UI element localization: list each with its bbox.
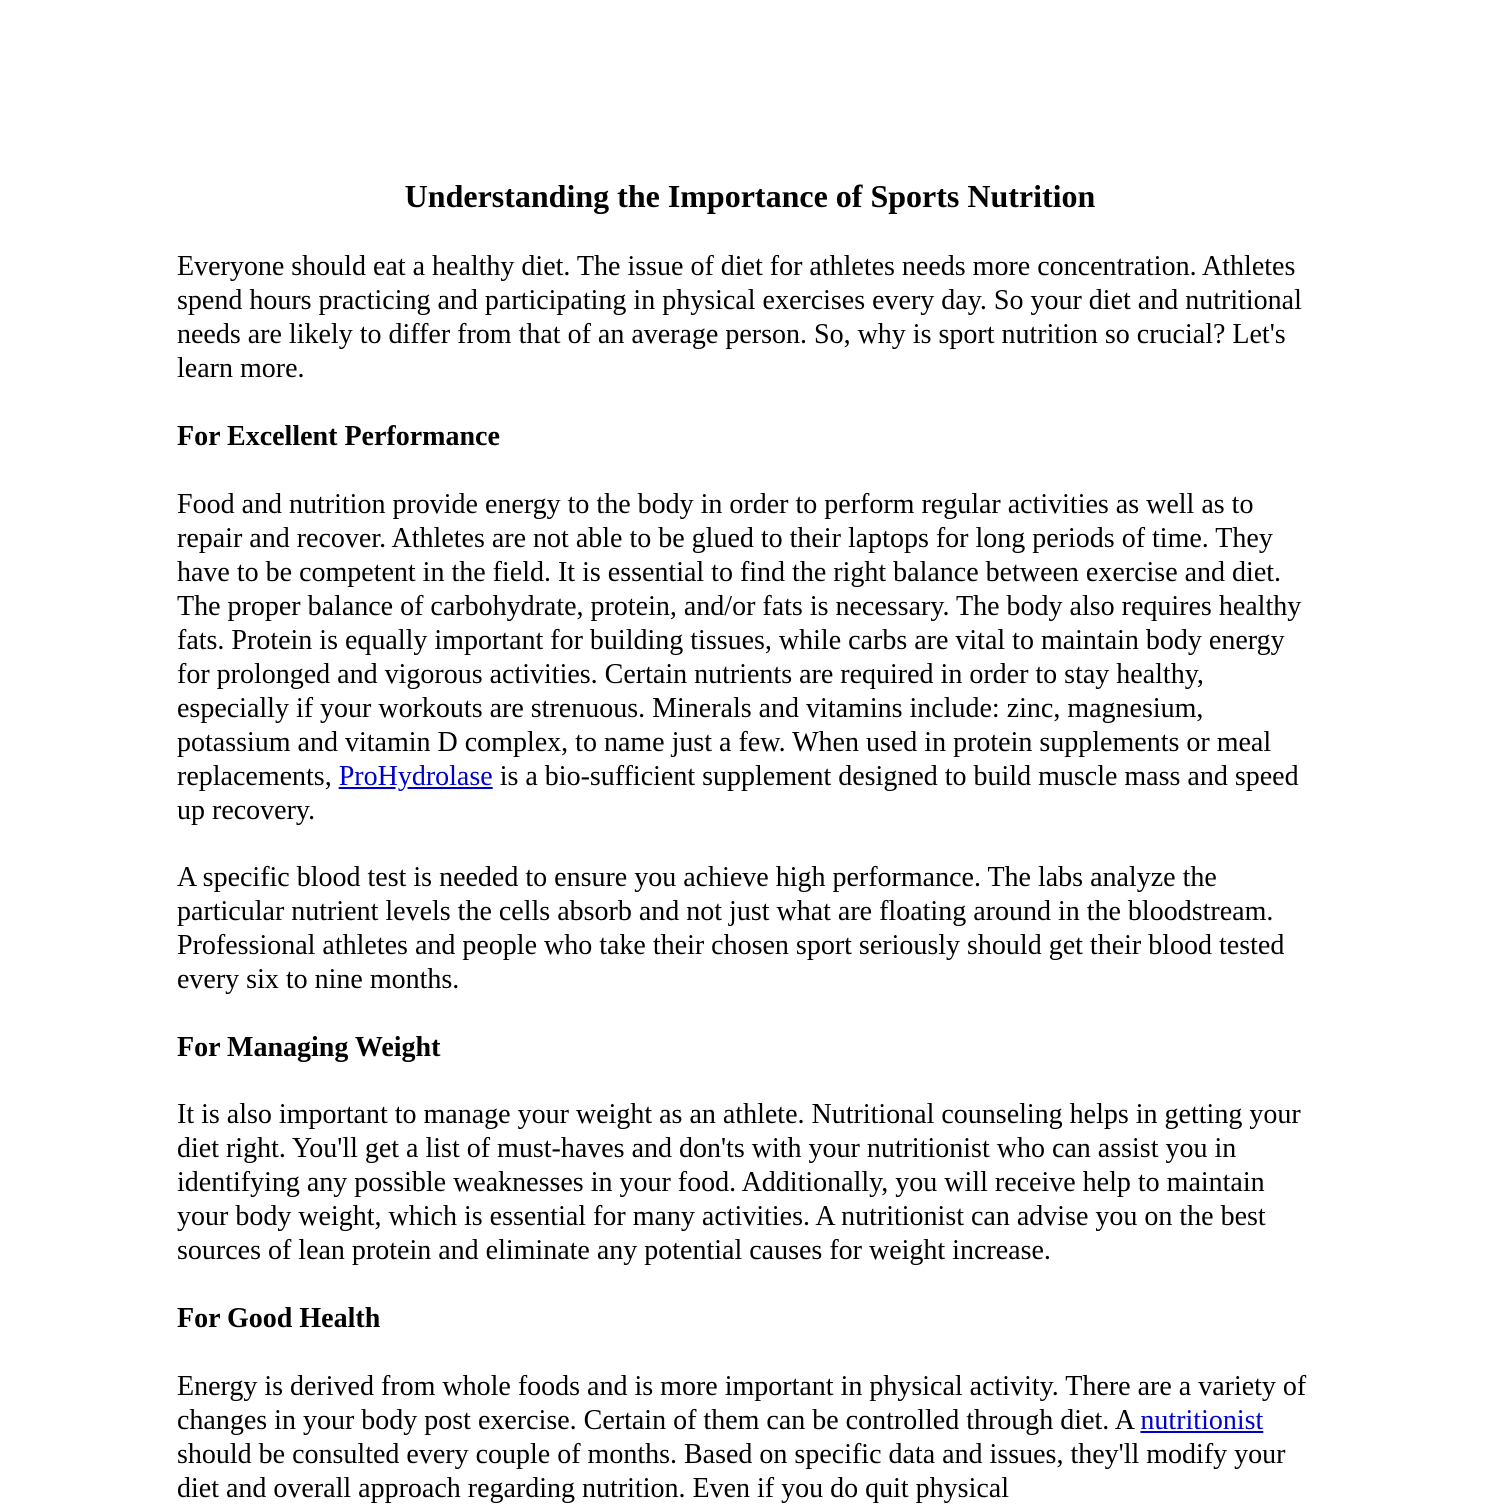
health-paragraph-1 — [177, 1370, 1317, 1506]
section-heading-health: For Good Health — [177, 1303, 381, 1334]
performance-paragraph-1 — [177, 488, 1317, 828]
paragraph-text: is a bio-sufficient supplement designed to build muscle mass and speed up recovery. — [177, 761, 1299, 826]
paragraph-text: should be consulted every couple of months. Based on specific data and issues, they'll modify your diet and overall approach regarding nutrition. Even if you do quit physical — [177, 1439, 1286, 1504]
nutritionist-link[interactable]: nutritionist — [1140, 1405, 1264, 1436]
paragraph-text: Food and nutrition provide energy to the body in order to perform regular activities as well as to repair and recover. Athletes are not able to be glued to their laptops for long periods of time. They have to be competent in the field. It is essential to find the right balance between exercise and diet. The proper balance of carbohydrate, protein, and/or fats is necessary. The body also requires healthy fats. Protein is equally important for building tissues, while carbs are vital to maintain body energy for prolonged and vigorous activities. Certain nutrients are required in order to stay healthy, especially if your workouts are strenuous. Minerals and vitamins include: zinc, magnesium, potassium and vitamin D complex, to name just a few. When used in protein supplements or meal replacements, — [177, 489, 1302, 792]
weight-paragraph-1: It is also important to manage your weight as an athlete. Nutritional counseling helps in getting your diet right. You'll get a list of must-haves and don'ts with your nutritionist who can assist you in identifying any possible weaknesses in your food. Additionally, you will receive help to maintain your body weight, which is essential for many activities. A nutritionist can advise you on the best sources of lean protein and eliminate any potential causes for weight increase. — [177, 1099, 1301, 1266]
section-heading-performance: For Excellent Performance — [177, 421, 500, 452]
prohydrolase-link[interactable]: ProHydrolase — [338, 761, 493, 792]
section-heading-weight: For Managing Weight — [177, 1032, 441, 1063]
intro-paragraph: Everyone should eat a healthy diet. The issue of diet for athletes needs more concentration. Athletes spend hours practicing and participating in physical exercises every day. So your diet and nutritional needs are likely to differ from that of an average person. So, why is sport nutrition so crucial? Let's learn more. — [177, 251, 1302, 384]
performance-paragraph-2: A specific blood test is needed to ensure you achieve high performance. The labs analyze the particular nutrient levels the cells absorb and not just what are floating around in the bloodstream. Professional athletes and people who take their chosen sport seriously should get their blood tested every six to nine months. — [177, 862, 1285, 995]
document-title: Understanding the Importance of Sports Nutrition — [404, 178, 1096, 214]
paragraph-text: Energy is derived from whole foods and is more important in physical activity. There are a variety of changes in your body post exercise. Certain of them can be controlled through diet. A — [177, 1371, 1307, 1436]
